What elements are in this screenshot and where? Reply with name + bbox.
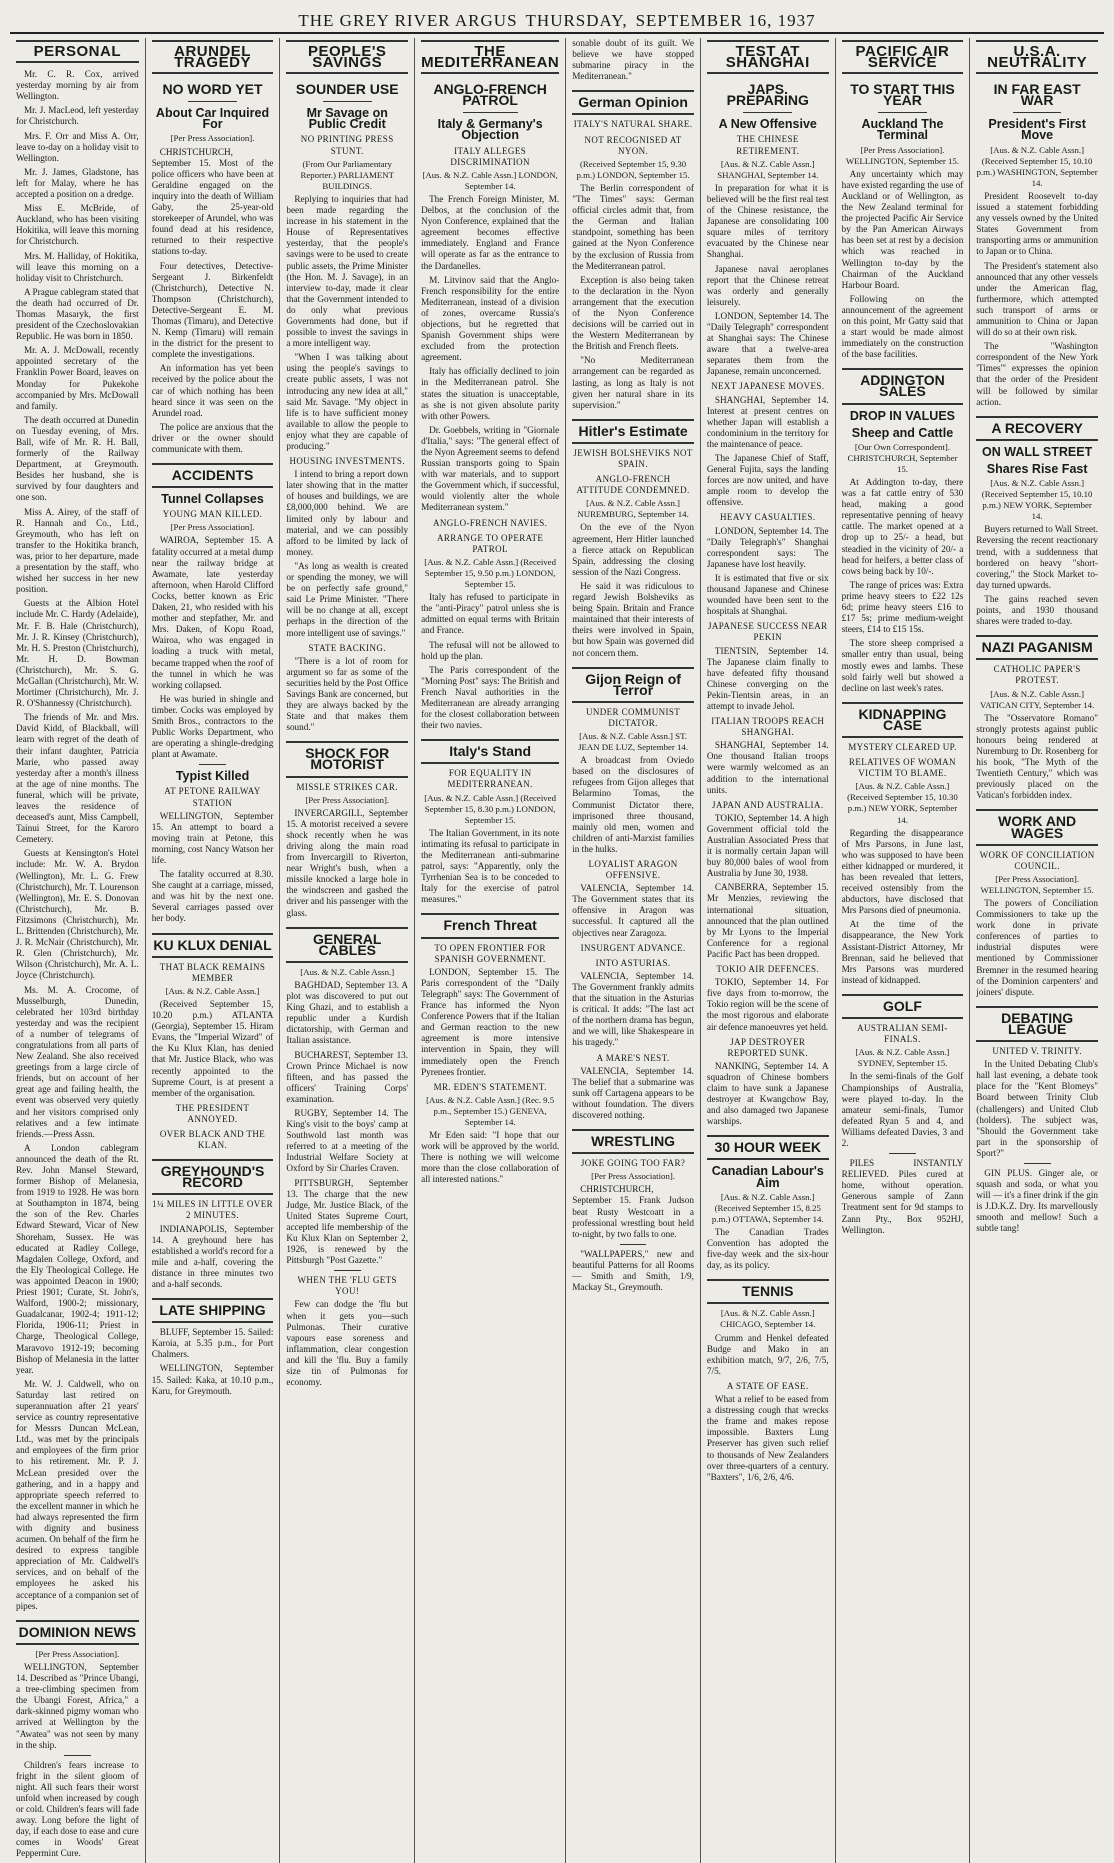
headline: DEBATING LEAGUE <box>1001 1009 1074 1037</box>
paragraph: RUGBY, September 14. The King's visit to the boys' camp at Southwold last month was referred to at a meeting of the Industrial Welfare Society at Oxford by Sir Charles Craven. <box>286 1107 409 1174</box>
credit-line: [Aus. & N.Z. Cable Assn.] NUREMBURG, September 14. <box>577 498 689 520</box>
paragraph: The "Washington correspondent of the New York 'Times'" expresses the opinion that the order of the President will be followed by similar action. <box>976 341 1098 407</box>
subheadline: Shares Rise Fast <box>986 461 1088 476</box>
paragraph: BUCHAREST, September 13. Crown Prince Michael is now fifteen, and has passed the officers' Training Corps' examination. <box>286 1049 409 1104</box>
deck: INTO ASTURIAS. <box>595 957 671 968</box>
credit-line: [Our Own Correspondent]. CHRISTCHURCH, September 15. <box>847 441 958 474</box>
paragraph: A broadcast from Oviedo based on the disclosures of refugees from Gijon alleges that Belarmino Tomas, the Communist Dictator there, imprisoned three thousand, mainly old men, women and children of anti-Marxist families in the hulks. <box>572 755 694 854</box>
deck: FOR EQUALITY IN MEDITERRANEAN. <box>447 768 533 790</box>
deck: THE CHINESE RETIREMENT. <box>736 134 800 156</box>
subheadline: Auckland The Terminal <box>861 117 944 143</box>
credit-line: [Aus. & N.Z. Cable Assn.] (Received September 15, 9.50 p.m.) LONDON, September 15. <box>424 556 556 590</box>
paragraph: In preparation for what it is believed will be the first real test of the Chinese resistance, the Japanese are consolidating 100 square miles of territory evacuated by the Chinese near Shanghai. <box>706 182 829 260</box>
paragraph: WELLINGTON, September 15. An attempt to board a moving train at Petone, this morning, cost Nancy Watson her life. <box>151 810 274 865</box>
credit-line: [Per Press Association]. <box>170 522 255 533</box>
credit-line: [Aus. & N.Z. Cable Assn.] (Received September 15, 10.10 p.m.) NEW YORK, September 14. <box>981 478 1093 522</box>
paragraph: INDIANAPOLIS, September 14. A greyhound here has established a world's record for a mile and a-half, covering the distance in three minutes two and a-half seconds. <box>151 1223 274 1289</box>
subheadline: Tunnel Collapses <box>161 492 264 507</box>
credit-line: (From Our Parliamentary Reporter.) PARLIAMENT BUILDINGS. <box>300 158 394 191</box>
subheadline: ON WALL STREET <box>982 444 1093 459</box>
paragraph: The range of prices was: Extra prime heavy steers to £22 12s 6d; prime heavy steers £16 to £17 5s; prime medium-weight steers, £14 to £15 15s. <box>841 579 964 635</box>
paragraph: Italy has officially declined to join in the Mediterranean patrol. She states the situation is unacceptable, as she is not given absolute parity with other Powers. <box>421 366 560 421</box>
headline: WORK AND WAGES <box>998 813 1077 841</box>
paragraph: The refusal will not be allowed to hold up the plan. <box>421 639 560 661</box>
deck: NO PRINTING PRESS STUNT. <box>300 134 394 156</box>
credit-line: [Per Press Association]. <box>591 1171 675 1182</box>
credit-line: [Aus. & N.Z. Cable Assn.] (Received September 15, 8.30 p.m.) LONDON, September 15. <box>424 792 556 825</box>
paragraph: The Italian Government, in its note intimating its refusal to participate in the Mediterranean anti-submarine patrol, says: "Apparently, only the Tyrrhenian Sea is to be conceded to Italy for the exercise of patrol measures." <box>421 827 560 905</box>
paragraph: Ms. M. A. Crocome, of Musselburgh, Dunedin, celebrated her 103rd birthday yesterday and was the recipient of a number of telegrams of congratulations from all parts of New Zealand. She also received greetings from a large circle of friends, but on account of her great age and failing health, the event was observed very quietly and her visitors comprised only relatives and a few intimate friends.—Press Assn. <box>16 984 139 1139</box>
deck: UNDER COMMUNIST DICTATOR. <box>585 706 681 728</box>
paragraph: At Addington to-day, there was a fat cattle entry of 530 head, making a good representative penning of heavy cattle. The market opened at a drop up to 25/- a head, but steadied in the vicinity of 20/- a head for heifers, a better class of cows being back by 10/-. <box>841 477 964 576</box>
advertisement: GIN PLUS. Ginger ale, or squash and soda, or what you will — it's a finer drink if the gin is J.D.K.Z. Dry. Its marvellously smooth and mellow! Such a subtle tang! <box>976 1167 1098 1234</box>
paragraph: The Japanese Chief of Staff, General Fujita, says the landing forces are now united, and have ample room to develop the offensive. <box>706 453 829 508</box>
paragraph: Mr. J. MacLeod, left yesterday for Christchurch. <box>16 105 139 127</box>
headline: IN FAR EAST WAR <box>993 81 1081 109</box>
advertisement: PILES INSTANTLY RELIEVED. Piles cured at home, without operation. Generous sample of Zann Treatment sent for 9d stamps to Zann Pty., Box 952HJ, Wellington. <box>841 1158 964 1235</box>
paragraph: LONDON, September 14. The "Daily Telegraph's" Shanghai correspondent says: The Japanese have lost heavily. <box>706 525 829 569</box>
paragraph: The Paris correspondent of the "Morning Post" says: The British and French Naval authorities in the Mediterranean are already arranging for the closest collaboration between their two navies. <box>421 664 560 731</box>
deck: ITALY'S NATURAL SHARE. <box>573 119 693 130</box>
paragraph: A London cablegram announced the death of the Rt. Rev. John Mansel Steward, former Bishop of Melanesia, from 1919 to 1928. He was born at Southampton in 1874, being the son of the Rev. Charles Edward Steward, Vicar of New Shoreham, Sussex. He was educated at Radley College, Magdalen College, Oxford, and the Ely Theological College. He was appointed Deacon in 1900; Priest 1901; Curate, St. John's, Walford, 1900-2; missionary, Guadalcanar, 1902-4; 1911-12; Florida, 1906-11; Priest in Charge, Theological College, Maravovo 1912-19; becoming Bishop of Melanesia in the latter year. <box>16 1142 139 1375</box>
paragraph: Mrs. F. Orr and Miss A. Orr, leave to-day on a holiday visit to Wellington. <box>16 130 139 163</box>
paragraph: Guests at the Albion Hotel include Mr. C. Hardy (Adelaide), Mr. F. B. Hale (Christchurch), Mr. J. R. Kinsey (Christchurch), Mr. H. S. Preston (Christchurch), Mr. H. D. Bowman (Christchurch), Mr. S. G. McGallan (Christchurch), Mr. W. Mortimer (Christchurch), Mr. J. R. O'Shannessy (Christchurch). <box>16 598 139 709</box>
section-heading: PACIFIC AIR SERVICE <box>842 40 964 74</box>
headline: NO WORD YET <box>162 81 263 98</box>
section-heading: ARUNDEL TRAGEDY <box>152 40 274 74</box>
paragraph: TIENTSIN, September 14. The Japanese claim finally to have defeated fifty thousand Chinese converging on the Pekin-Tientsin areas, in an attempt to invade Jehol. <box>706 645 829 711</box>
paragraph: Japanese naval aeroplanes report that the Chinese retreat was orderly and generally leisurely. <box>706 263 829 307</box>
paragraph: CANBERRA, September 15. Mr Menzies, reviewing the international situation, announced that the plan outlined by Mr Lyons to the Imperial Conference for a regional Pacific Pact has been dropped. <box>706 882 829 959</box>
columns <box>10 38 1104 1859</box>
headline: Gijon Reign of Terror <box>585 670 681 698</box>
headline: GREYHOUND'S RECORD <box>160 1163 265 1191</box>
credit-line: [Aus. & N.Z. Cable Assn.] (Received September 15, 10.30 p.m.) NEW YORK, September 14. <box>847 781 958 825</box>
paragraph: M. Litvinov said that the Anglo-French responsibility for the entire Mediterranean, instead of a division of zones, overcame Russia's objections, but he regretted that Spanish Government ships were excluded from the protection agreement. <box>421 274 560 363</box>
paragraph: Crumm and Henkel defeated Budge and Mako in an exhibition match, 9/7, 2/6, 7/5, 7/5. <box>706 1332 829 1376</box>
paragraph: BAGHDAD, September 13. A plot was discovered to put out King Ghazi, and to establish a republic under a Kurdish dictatorship, with German and Italian assistance. <box>286 979 409 1046</box>
subheadline: About Car Inquired For <box>155 106 270 132</box>
headline: ANGLO-FRENCH PATROL <box>433 81 547 109</box>
subheadline: Typist Killed <box>175 769 250 784</box>
advertisement: Children's fears increase to fright in the silent gloom of night. All such fears their worst unfold when increased by cough or cold. Children's fears will fade away. Long before the light of day, if each dose to ease and cure comes in Woods' Great Peppermint Cure. <box>16 1759 139 1859</box>
paragraph: Mr. A. J. McDowall, recently appointed secretary of the Franklin Power Board, leaves on Monday for Pukekohe accompanied by Mrs. McDowall and family. <box>16 345 139 411</box>
paragraph: He said it was ridiculous to regard Jewish Bolsheviks as being Spain. Britain and France maintained that their interests of theirs were involved in Spain, but how Spain was governed did not concern them. <box>572 580 694 658</box>
credit-line: [Aus. & N.Z. Cable Assn.] LONDON, September 14. <box>422 169 558 191</box>
deck: CATHOLIC PAPER'S PROTEST. <box>993 664 1081 686</box>
credit-line: [Aus. & N.Z. Cable Assn.] (Rec. 9.5 p.m., September 15.) GENEVA, September 14. <box>426 1094 555 1127</box>
paragraph: PITTSBURGH, September 13. The charge that the new Judge, Mr. Justice Black, of the United States Supreme Court, accepted life membership of the Ku Klux Klan on September 2, 1926, is renewed by the Pittsburgh "Post Gazette." <box>286 1177 409 1266</box>
deck: ITALY ALLEGES DISCRIMINATION <box>450 145 530 167</box>
headline: KU KLUX DENIAL <box>153 936 272 953</box>
paragraph: SHANGHAI, September 14. Interest at present centres on whether Japan will establish a condominium in the territory for the maintenance of peace. <box>706 394 829 449</box>
column-usa-neutrality <box>969 38 1104 1863</box>
credit-line: [Aus. & N.Z. Cable Assn.] <box>165 985 260 996</box>
paragraph: The police are anxious that the driver or the owner should communicate with them. <box>151 421 274 454</box>
advertisement: What a relief to be eased from a distressing cough that wrecks the frame and makes repose impossible. Baxters Lung Preserver has given such relief to thousands of New Zealanders over three-quarters of a century. "Baxters", 1/6, 2/6, 4/6. <box>706 1394 829 1482</box>
paragraph: The fatality occurred at 8.30. She caught at a carriage, missed, and was hit by the next one. Several carriages passed over her body. <box>151 869 274 924</box>
paragraph: Any uncertainty which may have existed regarding the use of Auckland or of Wellington, as the New Zealand terminal for the projected Pacific Air Service by the Pan American Airways has been set at rest by a decision which was reached in Wellington to-day by the Chairman of the Auckland Harbour Board. <box>841 168 964 290</box>
headline: German Opinion <box>578 94 688 111</box>
column-mediterranean <box>414 38 565 1863</box>
paragraph: TOKIO, September 14. A high Government official told the Australian Associated Press that it is normally certain Japan will buy 80,000 bales of wool from Australia by June 30, 1938. <box>706 812 829 879</box>
deck: A MARE'S NEST. <box>596 1052 670 1063</box>
paragraph: Mr. J. James, Gladstone, has left for Malay, where he has accepted a position on a dredge. <box>16 166 139 200</box>
deck: LOYALIST ARAGON OFFENSIVE. <box>588 859 678 881</box>
credit-line: [Per Press Association]. <box>305 794 390 805</box>
paragraph: Mr. C. R. Cox, arrived yesterday morning by air from Wellington. <box>16 69 139 102</box>
paragraph: Miss E. McBride, of Auckland, who has been visiting Hokitika, will leave this morning for Christchurch. <box>16 203 139 247</box>
paragraph: VALENCIA, September 14. The Government states that its offensive in Aragon was successful. It captured all the objectives near Zaragoza. <box>572 883 694 938</box>
paragraph: The Berlin correspondent of "The Times" says: German official circles admit that, from the German and Italian standpoint, something has been gained at the Nyon Conference by the exclusion of Russia from the Mediterranean patrol. <box>572 182 694 271</box>
headline: WRESTLING <box>591 1133 676 1150</box>
paragraph: CHRISTCHURCH, September 15. Most of the police officers who have been at Geraldine engaged on the inquiry into the death of William Gaby, the 25-year-old storekeeper of Arundel, who was found dead at his residence, returned to their respective stations to-day. <box>151 146 274 257</box>
credit-line: [Per Press Association]. WELLINGTON, September 15. <box>845 144 960 166</box>
paragraph: The "Osservatore Romano" strongly protests against public honours being rendered at Nuremburg to Dr. Rosenberg for his book, "The Myth of the Twentieth Century," which was previously placed on the Vatican's forbidden index. <box>976 712 1098 801</box>
credit-line: [Aus. & N.Z. Cable Assn.] <box>300 966 395 977</box>
paragraph: Mrs. M. Halliday, of Hokitika, will leave this morning on a holiday visit to Christchurch. <box>16 250 139 283</box>
deck: ARRANGE TO OPERATE PATROL <box>436 532 544 554</box>
paragraph: "As long as wealth is created or spending the money, we will be on perfectly safe ground," said Le Prime Minister. "There will be no change at all, except perhaps in the direction of the more intelligent use of savings." <box>286 560 409 638</box>
deck: TOKIO AIR DEFENCES. <box>716 964 820 975</box>
deck: 1¼ MILES IN LITTLE OVER 2 MINUTES. <box>152 1199 273 1221</box>
paragraph: "There is a lot of room for argument so far as some of the securities held by the Post Office Savings Bank are concerned, but they are always backed by the State and that makes them sound." <box>286 655 409 733</box>
paragraph: (Received September 15, 10.20 p.m.) ATLANTA (Georgia), September 15. Hiram Evans, the "Imperial Wizard" of the Ku Klux Klan, has denied that Mr. Justice Black, who was recently appointed to the Supreme Court, is at present a member of the organisation. <box>151 998 274 1098</box>
deck: NEXT JAPANESE MOVES. <box>711 381 825 392</box>
headline: SHOCK FOR MOTORIST <box>305 745 390 773</box>
paragraph: Replying to inquiries that had been made regarding the increase in his statement in the House of Representatives yesterday, that the people's savings were to be used to create public assets, the Prime Minister (the Hon. M. J. Savage), in an interview to-day, made it clear that the Government intended to do only what previous Governments had done, but if possible to invest the savings in a more intelligent way. <box>286 193 409 349</box>
headline: TENNIS <box>742 1283 794 1300</box>
paragraph: The store sheep comprised a smaller entry than usual, being mostly ewes and lambs. These sold fairly well but showed a decline on last week's rates. <box>841 638 964 693</box>
paragraph: The friends of Mr. and Mrs. David Kidd, of Blackball, will learn with regret of the death of their infant daughter, Patricia Marie, who passed away yesterday after a month's illness at the age of nine months. The funeral, which will be private, leaves the residence of deceased's aunt, Miss Campbell, Tainui Street, for the Karoro Cemetery. <box>16 712 139 845</box>
credit-line: [Aus. & N.Z. Cable Assn.] ST. JEAN DE LUZ, September 14. <box>578 730 689 753</box>
credit-line: [Aus. & N.Z. Cable Assn.] SHANGHAI, September 14. <box>717 158 819 180</box>
paragraph: The President's statement also announced that any other vessels under the American flag, furthermore, which attempted such transport of arms or ammunition to China or Japan will do so at their own risk. <box>976 260 1098 338</box>
paragraph: WAIROA, September 15. A fatality occurred at a metal dump near the railway bridge at Awamate, late yesterday afternoon, when Harold Clifford Cocks, better known as Eric Daken, 21, who resided with his mother and stepfather, Mr. and Mrs. Daken, of Kopu Road, Wairoa, who was engaged in loading a truck with metal, became trapped when the roof of the tunnel in which he was working collapsed. <box>151 535 274 690</box>
deck: HEAVY CASUALTIES. <box>720 512 816 523</box>
headline: 30 HOUR WEEK <box>714 1139 822 1156</box>
headline: ADDINGTON SALES <box>860 372 945 400</box>
paragraph: WELLINGTON, September 15. Sailed: Kaka, at 10.10 p.m., Karu, for Greymouth. <box>151 1363 274 1396</box>
paragraph: Dr. Goebbels, writing in "Giornale d'Italia," says: "The general effect of the Nyon Agreement seems to defend Russian transports going to Spain with war materials, and to support the Government which, if successful, would violently alter the whole Mediterranean system." <box>421 424 560 513</box>
paragraph: An information has yet been received by the police about the car of which nothing has been heard since it was seen on the Arundel road. <box>151 363 274 418</box>
headline: TO START THIS YEAR <box>850 81 955 109</box>
deck: RELATIVES OF WOMAN VICTIM TO BLAME. <box>848 757 956 779</box>
subheadline: Italy & Germany's Objection <box>437 117 543 143</box>
deck: ITALIAN TROOPS REACH SHANGHAI. <box>711 716 825 738</box>
subheadline: Sheep and Cattle <box>851 425 954 440</box>
paragraph: "When I was talking about using the people's savings to create public assets, I was not introducing any new idea at all," said Mr. Savage. "My object in life is to have sufficient money available to allow the people to enjoy what they are capable of producing." <box>286 352 409 451</box>
deck: MISSLE STRIKES CAR. <box>296 781 398 792</box>
paragraph: VALENCIA, September 14. The belief that a submarine was sunk off Cartagena appears to be without foundation. The divers discovered nothing. <box>572 1065 694 1120</box>
column-savings <box>279 38 414 1863</box>
deck: HOUSING INVESTMENTS. <box>289 456 405 467</box>
subheadline: Canadian Labour's Aim <box>711 1164 824 1190</box>
credit-line: [Aus. & N.Z. Cable Assn.] (Received September 15, 8.25 p.m.) OTTAWA, September 14. <box>711 1191 824 1224</box>
paragraph: It is estimated that five or six thousand Japanese and Chinese wounded have been sent to the hospitals at Shanghai. <box>706 572 829 617</box>
headline: LATE SHIPPING <box>159 1302 266 1319</box>
section-heading: THE MEDITERRANEAN <box>421 40 559 74</box>
paragraph: Exception is also being taken to the declaration in the Nyon arrangement that the execution of the Nyon Conference decisions will be carried out in the Western Mediterranean by the British and French fleets. <box>572 274 694 352</box>
paragraph: He was buried in shingle and timber. Cocks was employed by Smith Bros., contractors to the Public Works Department, who are operating a shingle-dredging plant at Awamate. <box>151 693 274 760</box>
section-heading: U.S.A. NEUTRALITY <box>976 40 1098 74</box>
paragraph: LONDON, September 15. The Paris correspondent of the "Daily Telegraph" says: The Government of France has informed the Nyon Conference Powers that if the Italian and German reaction to the new agreement is more intensive intervention in Spain, they will immediately open the French Pyrenees frontier. <box>421 966 560 1077</box>
deck: JAP DESTROYER REPORTED SUNK. <box>727 1036 809 1058</box>
paragraph: BLUFF, September 15. Sailed: Karoia, at 5.35 p.m., for Port Chalmers. <box>151 1327 274 1360</box>
credit-line: (Received September 15, 9.30 p.m.) LONDON, September 15. <box>576 158 690 180</box>
section-heading: PERSONAL <box>16 40 139 63</box>
column-personal <box>10 38 145 1863</box>
headline: Italy's Stand <box>449 743 532 760</box>
paragraph: The powers of Conciliation Commissioners to take up the work done in private conferences of parties to industrial disputes were mentioned by Commissioner Bremner in the resumed hearing of the Dominion carpenters' and joiners' dispute. <box>976 898 1098 997</box>
section-heading: PEOPLE'S SAVINGS <box>286 40 408 74</box>
paragraph: In the United Debating Club's hall last evening, a debate took place for the "Kent Blomeys" Board between Trinity Club (challengers) and United Club (holders). The subject was, "Should the Government take part in the sponsorship of Sport?" <box>976 1059 1098 1158</box>
credit-line: [Aus. & N.Z. Cable Assn.] SYDNEY, September 15. <box>855 1047 950 1069</box>
paragraph: The French Foreign Minister, M. Delbos, at the conclusion of the Nyon Conference, explained that the agreement becomes effective immediately. England and France will operate as far as the entrance to the Dardanelles. <box>421 193 560 271</box>
paragraph: Italy has refused to participate in the "anti-Piracy" patrol unless she is admitted on equal terms with Britain and France. <box>421 592 560 636</box>
paragraph: "No Mediterranean arrangement can be regarded as lasting, as long as Italy is not given her natural share in its supervision." <box>572 355 694 410</box>
deck: A STATE OF EASE. <box>726 1380 809 1391</box>
paragraph: At the time of the disappearance, the New York Assistant-District Attorney, Mr Brennan, said he believed that Mrs Parsons was murdered instead of kidnapped. <box>841 919 964 985</box>
headline: ACCIDENTS <box>171 467 254 484</box>
paragraph: Mr Eden said: "I hope that our work will be approved by the world. There is nothing we will welcome more than the close collaboration of all interested nations." <box>421 1130 560 1185</box>
headline: SOUNDER USE <box>295 81 399 98</box>
paragraph: NANKING, September 14. A squadron of Chinese bombers claim to have sunk a Japanese destroyer at Kwangchow Bay, and also damaged two Japanese warships. <box>706 1060 829 1127</box>
paper-name: THE GREY RIVER ARGUS <box>298 11 518 30</box>
credit-line: [Aus. & N.Z. Cable Assn.] (Received September 15, 10.10 p.m.) WASHINGTON, September 14. <box>976 144 1098 188</box>
issue-day: THURSDAY, <box>525 11 628 30</box>
column-arundel <box>145 38 280 1863</box>
paragraph: On the eve of the Nyon agreement, Herr Hitler launched a fierce attack on Republican Spain, addressing the closing session of the Nazi Congress. <box>572 522 694 577</box>
credit-line: [Per Press Association]. WELLINGTON, September 15. <box>980 873 1094 895</box>
deck: JAPAN AND AUSTRALIA. <box>712 799 824 810</box>
column-german-opinion <box>565 38 700 1863</box>
paragraph: LONDON, September 14. The "Daily Telegraph" correspondent at Shanghai says: The Chinese aware that a twelve-area separates them from the Japanese, remain unconcerned. <box>706 310 829 377</box>
subheadline: Mr Savage on Public Credit <box>306 106 388 132</box>
headline: KIDNAPPING CASE <box>858 705 947 733</box>
paragraph: Buyers returned to Wall Street. Reversing the recent reactionary trend, with a suddenness that bordered on heavy "short-covering," the Stock Market to-day turned upwards. <box>976 524 1098 590</box>
paragraph: Four detectives, Detective-Sergeant J. Birkenfeldt (Christchurch), Detective N. Thompson (Christchurch), Detective-Sergeant E. M. Thomas (Timaru), and Detective N. Kemp (Timaru) will remain in the district for the present to complete the investigations. <box>151 260 274 360</box>
paragraph: WELLINGTON, September 14. Described as "Prince Ubangi, a tree-climbing specimen from the Ubangi Forest, Africa," a dark-skinned pigmy woman who arrived at Wellington by the "Awatea" was not seen by many in the ship. <box>16 1661 139 1750</box>
issue-date: SEPTEMBER 16, 1937 <box>635 11 816 30</box>
credit-line: [Aus. & N.Z. Cable Assn.] CHICAGO, September 14. <box>720 1308 816 1330</box>
deck: UNITED V. TRINITY. <box>992 1046 1082 1057</box>
paragraph: The gains reached seven points, and 1930 thousand shares were traded to-day. <box>976 593 1098 627</box>
deck: THAT BLACK REMAINS MEMBER <box>159 961 266 983</box>
deck: AT PETONE RAILWAY STATION <box>164 786 261 808</box>
credit-line: [Per Press Association]. <box>170 133 255 144</box>
paragraph: sonable doubt of its guilt. We believe we have stopped submarine piracy in the Mediterranean." <box>572 38 694 82</box>
headline: DOMINION NEWS <box>18 1623 137 1640</box>
paragraph: CHRISTCHURCH, September 15. Frank Judson beat Rusty Westcoatt in a professional wrestling bout held to-night, by two falls to one. <box>572 1184 694 1239</box>
paragraph: The Canadian Trades Convention has adopted the five-day week and the six-hour day, as its policy. <box>706 1226 829 1271</box>
paragraph: The death occurred at Dunedin on Tuesday evening, of Mrs. Ball, wife of Mr. R. H. Ball, formerly of the Railway Department, at Greymouth. Besides her husband, she is survived by four daughters and one son. <box>16 414 139 503</box>
headline: GENERAL CABLES <box>312 930 382 958</box>
paragraph: President Roosevelt to-day issued a statement forbidding any vessels owned by the United States Government from transporting arms or ammunition to Japan or to China. <box>976 190 1098 257</box>
credit-line: [Per Press Association]. <box>35 1648 120 1659</box>
headline: French Threat <box>443 917 537 934</box>
deck: JAPANESE SUCCESS NEAR PEKIN <box>707 621 828 643</box>
deck: MR. EDEN'S STATEMENT. <box>433 1081 547 1092</box>
paragraph: INVERCARGILL, September 15. A motorist received a severe shock recently when he was driving along the main road from Invercargill to Riverton, near Wright's bush, when a missile knocked a large hole in the windscreen and gashed the driver and his passenger with the glass. <box>286 807 409 918</box>
deck: THE PRESIDENT ANNOYED. <box>175 1102 250 1124</box>
subheadline: DROP IN VALUES <box>849 408 955 423</box>
column-shanghai <box>700 38 835 1863</box>
deck: TO OPEN FRONTIER FOR SPANISH GOVERNMENT. <box>434 942 546 964</box>
paragraph: VALENCIA, September 14. The Government frankly admits that the situation in the Asturias is critical. It adds: "The last act of the northern drama has begun, and we will, like Shakespeare in his tragedy." <box>572 970 694 1048</box>
advertisement: "WALLPAPERS," new and beautiful Patterns for all Rooms — Smith and Smith, 1/9, Mackay St., Greymouth. <box>572 1248 694 1293</box>
deck: INSURGENT ADVANCE. <box>580 942 686 953</box>
masthead <box>10 10 1104 34</box>
deck: AUSTRALIAN SEMI-FINALS. <box>857 1023 948 1045</box>
headline: A RECOVERY <box>991 419 1083 436</box>
headline: Hitler's Estimate <box>578 422 688 439</box>
advertisement: Few can dodge the 'flu but when it gets you—such Pulmonas. Their curative vapours ease soreness and inflammation, clear congestion and kill the 'flu. Buy a family size tin of Pulmonas for economy. <box>286 1299 409 1388</box>
deck: JOKE GOING TOO FAR? <box>580 1158 686 1169</box>
paragraph: A Prague cablegram stated that the death had occurred of Dr. Thomas Masaryk, the first president of the Czechoslovakian Republic. He was born in 1850. <box>16 286 139 342</box>
paragraph: I intend to bring a report down later showing that in the matter of houses and buildings, we are £8,000,000 behind. We are limited only by labour and material, and we can possibly afford to be limited by lack of money. <box>286 469 409 557</box>
paragraph: Regarding the disappearance of Mrs Parsons, in June last, who was supposed to have been either kidnapped or murdered, it has been revealed that letters, received ostensibly from the abductors, have disclosed that Mrs Parsons died of pneumonia. <box>841 827 964 916</box>
paragraph: In the semi-finals of the Golf Championships of Australia, were played to-day. In the amateur semi-finals, Tumor defeated Ryan 5 and 4, and Williams defeated Davies, 3 and 2. <box>841 1071 964 1148</box>
headline: JAPS. PREPARING <box>726 81 809 109</box>
deck: MYSTERY CLEARED UP. <box>848 741 957 752</box>
deck: WHEN THE 'FLU GETS YOU! <box>297 1275 397 1297</box>
subheadline: President's First Move <box>988 117 1086 143</box>
deck: STATE BACKING. <box>308 642 386 653</box>
paragraph: Following on the announcement of the agreement on this point, Mr Gatty said that a start would be made almost immediately on the construction of the base facilities. <box>841 293 964 360</box>
headline: GOLF <box>883 997 922 1014</box>
credit-line: [Aus. & N.Z. Cable Assn.] VATICAN CITY, September 14. <box>980 688 1095 710</box>
section-heading: TEST AT SHANGHAI <box>707 40 829 74</box>
paragraph: SHANGHAI, September 14. One thousand Italian troops were warmly welcomed as an addition to the international units. <box>706 740 829 795</box>
deck: WORK OF CONCILIATION COUNCIL. <box>979 849 1095 871</box>
paragraph: Miss A. Airey, of the staff of R. Hannah and Co., Ltd., Greymouth, who has left on transfer to the Hokitika branch, was, prior to her departure, made a presentation by the staff, who wished her success in her new position. <box>16 506 139 595</box>
column-pacific-air <box>835 38 970 1863</box>
deck: JEWISH BOLSHEVIKS NOT SPAIN. <box>573 447 693 469</box>
headline: NAZI PAGANISM <box>981 639 1093 656</box>
paragraph: Guests at Kensington's Hotel include: Mr. W. A. Brydon (Wellington), Mr. L. G. Frew (Christchurch), Mr. T. Lourenson (Wellington), Mr. E. S. Donovan (Christchurch), Mr. B. Fitzsimons (Christchurch), Mr. L. Brittenden (Christchurch), Mr. J. R. McNair (Christchurch), Mr. R. Glen (Christchurch), Mr. Wilson (Christchurch), Mr. A. L. Joyce (Christchurch). <box>16 848 139 981</box>
paragraph: Mr. W. J. Caldwell, who on Saturday last retired on superannuation after 21 years' service as country representative for Messrs Duncan McLean, Ltd., was met by the principals and employees of the firm prior to his retirement. Mr. P. J. McLean presided over the gathering, and in a happy and appropriate speech referred to the excellent manner in which he had always represented the firm with dignity and business acumen. On behalf of the firm he desired to express tangible appreciation of Mr. Caldwell's services, and on behalf of the employees he asked his acceptance of a companion set of pipes. <box>16 1378 139 1611</box>
deck: ANGLO-FRENCH NAVIES. <box>432 517 548 528</box>
paragraph: TOKIO, September 14. For five days from to-morrow, the Tokio region will be the scene of the most rigorous and elaborate air defence manoeuvres yet held. <box>706 977 829 1032</box>
subheadline: A New Offensive <box>718 117 817 132</box>
deck: NOT RECOGNISED AT NYON. <box>584 134 682 156</box>
deck: OVER BLACK AND THE KLAN. <box>159 1128 266 1151</box>
deck: ANGLO-FRENCH ATTITUDE CONDEMNED. <box>576 474 690 496</box>
deck: YOUNG MAN KILLED. <box>162 509 263 520</box>
